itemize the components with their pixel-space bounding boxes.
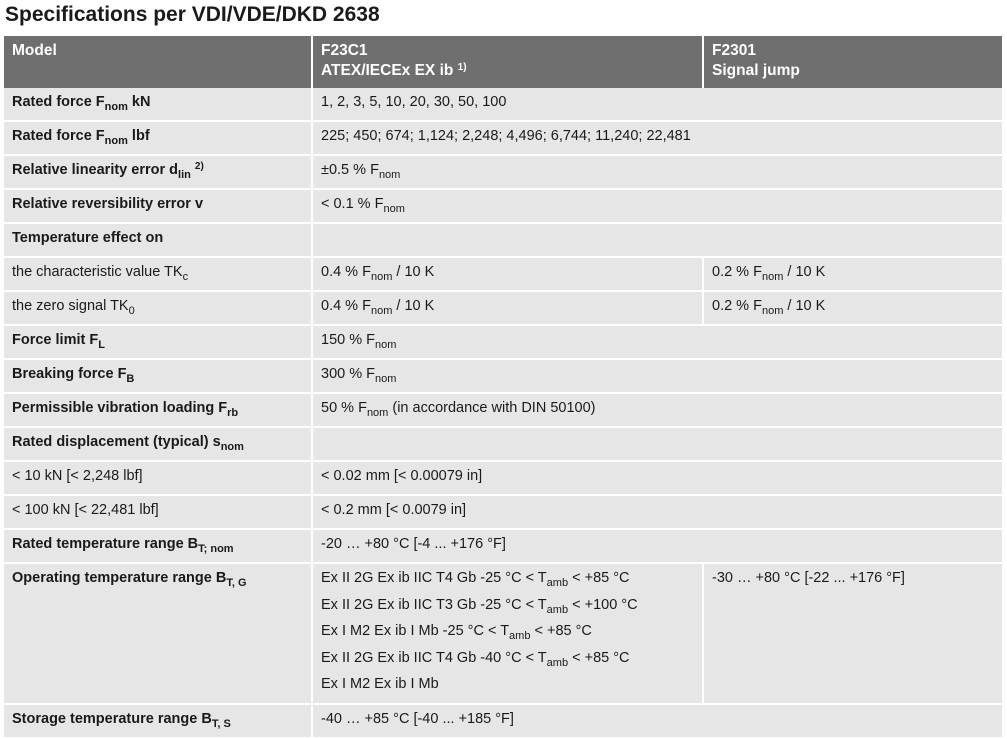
row-label-operating-temperature: Operating temperature range $B_{T, G}$ [4, 564, 313, 705]
table-row [4, 156, 1002, 190]
list-item: Ex I M2 Ex ib I Mb -25 $^\circ C < T_{amb} < +85$ °C [321, 623, 592, 642]
row-value-tk-zero-f23c1: 0.4 % $F_{nom} / 10$ K [313, 292, 704, 326]
list-item: Ex II 2G Ex ib IIC T4 Gb -25 $^\circ C < T_{amb} < +85$ °C [321, 570, 630, 589]
footnote-ref-1: 1) [457, 62, 467, 73]
row-value-tk-zero-f2301: 0.2 % $F_{nom} / 10$ K [704, 292, 1002, 326]
table-row [4, 190, 1002, 224]
row-label-displacement: Rated displacement (typical) $s_{nom}$ [4, 428, 313, 462]
row-value-rated-force-kn: 1, 2, 3, 5, 10, 20, 30, 50, 100 [313, 88, 1002, 122]
row-label-rated-force-kn: Rated force $F_{nom}$ kN [4, 88, 313, 122]
row-label-rated-force-lbf: Rated force $F_{nom}$ lbf [4, 122, 313, 156]
table-row [4, 428, 1002, 462]
footnote-ref-2: 2) [194, 161, 204, 172]
row-value-operating-temperature-f23c1 [313, 564, 704, 705]
header-f23c1-approval: ATEX/IECEx EX ib [321, 62, 454, 79]
table-row [4, 292, 1002, 326]
specifications-table [4, 36, 1002, 739]
row-value-breaking-force: 300 % $F_{nom}$ [313, 360, 1002, 394]
row-value-linearity: ±0.5 % $F_{nom}$ [313, 156, 1002, 190]
row-value-displacement-100kn: < 0.2 mm [< 0.0079 in] [313, 496, 1002, 530]
header-f2301-variant: Signal jump [712, 62, 800, 79]
row-label-tk-characteristic: the characteristic value $TK_c$ [4, 258, 313, 292]
row-value-empty [313, 224, 1002, 258]
table-row [4, 564, 1002, 705]
table-row [4, 530, 1002, 564]
row-label-displacement-100kn: < 100 kN [< 22,481 lbf] [4, 496, 313, 530]
table-row [4, 88, 1002, 122]
table-header-row [4, 36, 1002, 88]
page-title: Specifications per VDI/VDE/DKD 2638 [5, 3, 380, 26]
row-value-tk-characteristic-f23c1: 0.4 % $F_{nom} / 10$ K [313, 258, 704, 292]
table-row [4, 326, 1002, 360]
row-label-force-limit: Force limit $F_L$ [4, 326, 313, 360]
header-f2301 [704, 36, 1002, 88]
row-label-linearity: Relative linearity error $d_{lin}$ $^{2)}$ [4, 156, 313, 190]
header-f2301-model: F2301 [712, 42, 756, 59]
row-value-storage-temperature: -40 … +85 °C [-40 ... +185 °F] [313, 705, 1002, 739]
row-value-rated-temperature: -20 … +80 °C [-4 ... +176 °F] [313, 530, 1002, 564]
row-label-breaking-force: Breaking force $F_B$ [4, 360, 313, 394]
row-value-empty [313, 428, 1002, 462]
row-value-reversibility: < 0.1 % $F_{nom}$ [313, 190, 1002, 224]
row-label-tk-zero: the zero signal $TK_0$ [4, 292, 313, 326]
row-value-operating-temperature-f2301: -30 … +80 °C [-22 ... +176 °F] [704, 564, 1002, 705]
list-item: Ex II 2G Ex ib IIC T3 Gb -25 $^\circ C < T_{amb} < +100$ °C [321, 596, 638, 616]
table-row [4, 705, 1002, 739]
row-value-rated-force-lbf: 225; 450; 674; 1,124; 2,248; 4,496; 6,744; 11,240; 22,481 [313, 122, 1002, 156]
table-row [4, 462, 1002, 496]
table-row [4, 496, 1002, 530]
list-item: Ex II 2G Ex ib IIC T4 Gb -40 $^\circ C < T_{amb} < +85$ °C [321, 649, 630, 669]
row-label-vibration: Permissible vibration loading $F_{rb}$ [4, 394, 313, 428]
row-value-tk-characteristic-f2301: 0.2 % $F_{nom} / 10$ K [704, 258, 1002, 292]
row-label-storage-temperature: Storage temperature range $B_{T, S}$ [4, 705, 313, 739]
table-row [4, 224, 1002, 258]
header-f23c1-model: F23C1 [321, 42, 368, 59]
header-f23c1 [313, 36, 704, 88]
table-row [4, 122, 1002, 156]
header-model: Model [4, 36, 313, 88]
row-value-displacement-10kn: < 0.02 mm [< 0.00079 in] [313, 462, 1002, 496]
row-label-temperature-effect: Temperature effect on [4, 224, 313, 258]
row-value-force-limit: 150 % $F_{nom}$ [313, 326, 1002, 360]
row-label-displacement-10kn: < 10 kN [< 2,248 lbf] [4, 462, 313, 496]
table-row [4, 394, 1002, 428]
row-label-rated-temperature: Rated temperature range $B_{T; nom}$ [4, 530, 313, 564]
table-row [4, 258, 1002, 292]
list-item: Ex I M2 Ex ib I Mb [321, 676, 439, 692]
row-label-reversibility: Relative reversibility error v [4, 190, 313, 224]
row-value-vibration: 50 % $F_{nom}$ (in accordance with DIN 50100) [313, 394, 1002, 428]
table-row [4, 360, 1002, 394]
